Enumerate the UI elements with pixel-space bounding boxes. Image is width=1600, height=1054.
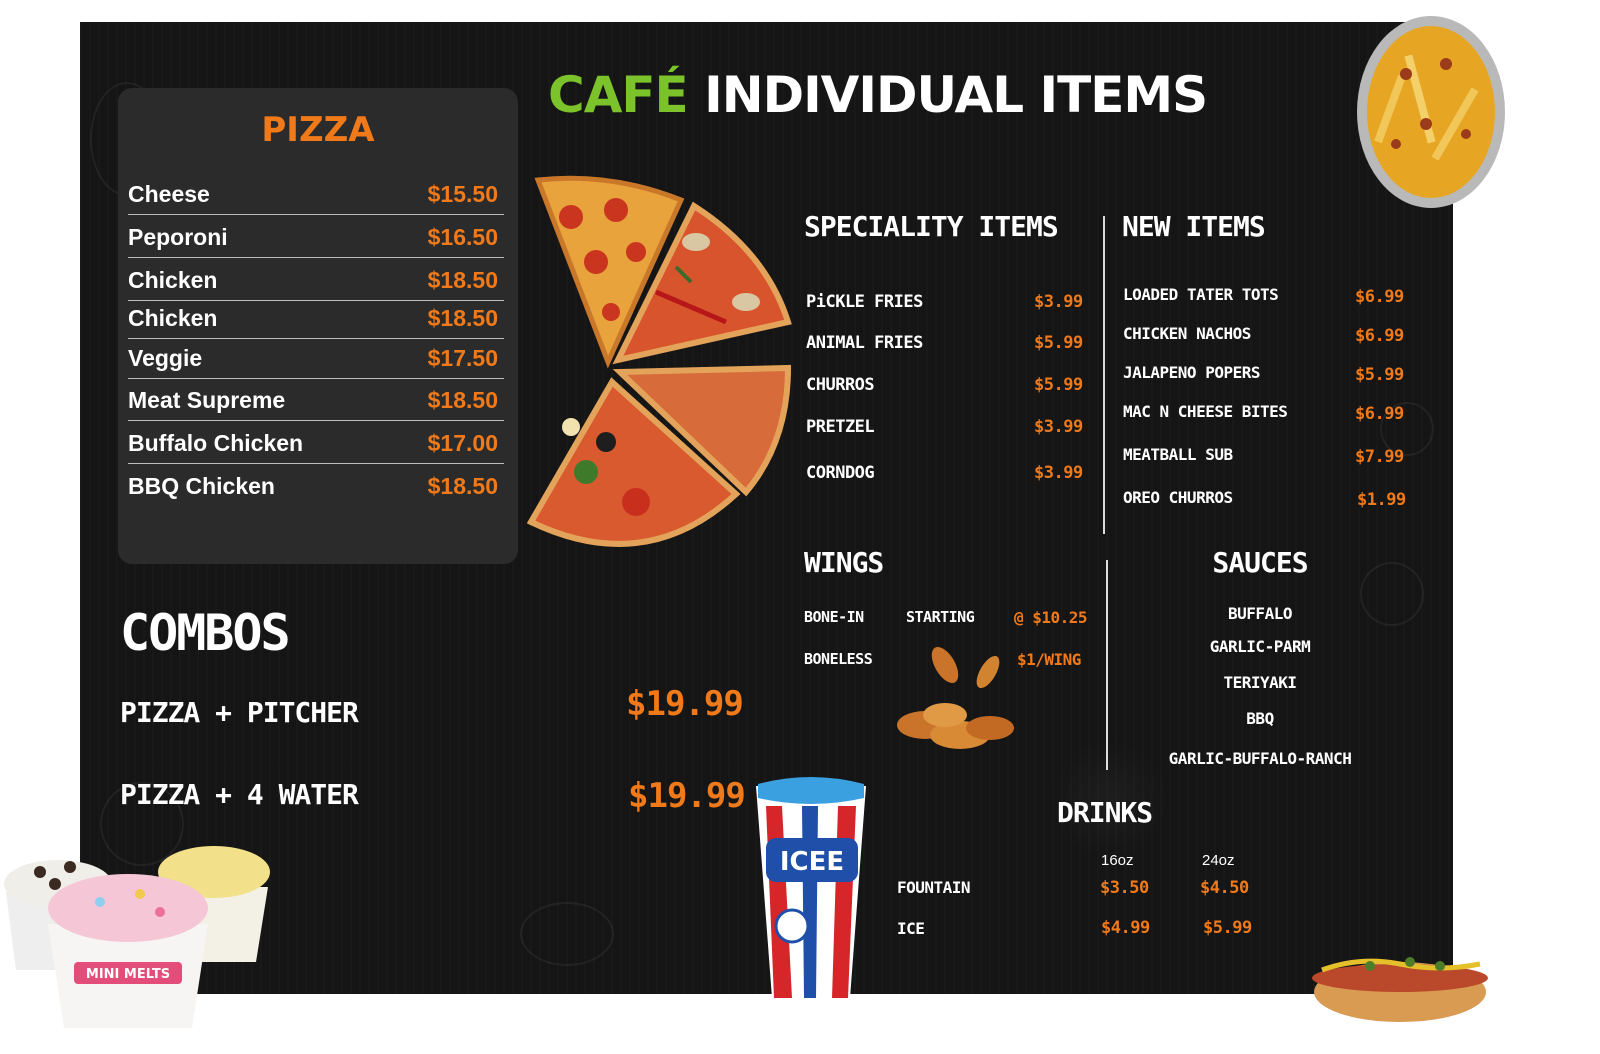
- pizza-price: $17.50: [427, 345, 498, 371]
- speciality-price: $5.99: [1034, 333, 1083, 353]
- speciality-price: $5.99: [1034, 375, 1083, 395]
- pizza-row: [128, 300, 504, 339]
- pizza-name: Veggie: [128, 345, 203, 371]
- sauce-item: GARLIC-BUFFALO-RANCH: [1168, 749, 1352, 768]
- speciality-item: CORNDOG: [806, 463, 875, 483]
- pizza-name: Cheese: [128, 181, 210, 207]
- pizza-row: [128, 215, 504, 258]
- wings-note: STARTING: [906, 608, 975, 626]
- pizza-price: $17.00: [427, 430, 498, 456]
- drink-size-label: 16oz: [1101, 852, 1134, 869]
- wings-price: @ $10.25: [1014, 608, 1088, 627]
- pizza-price: $18.50: [427, 387, 498, 413]
- speciality-item: ANIMAL FRIES: [806, 333, 923, 353]
- speciality-item: PRETZEL: [806, 417, 875, 437]
- drinks-heading: DRINKS: [1057, 796, 1153, 829]
- new-item: LOADED TATER TOTS: [1123, 285, 1279, 304]
- hot-dog-image: [1310, 930, 1490, 1030]
- icee-logo-text: ICEE: [779, 847, 845, 877]
- mini-melts-image: [0, 832, 275, 1032]
- combo-item: PIZZA + PITCHER: [120, 696, 358, 729]
- combo-price: $19.99: [628, 776, 745, 816]
- new-item: OREO CHURROS: [1123, 488, 1233, 507]
- sauce-item: GARLIC-PARM: [1209, 637, 1311, 656]
- pizza-row: [128, 378, 504, 421]
- pepper-doodle-icon: [520, 902, 614, 966]
- page-title: [548, 66, 1207, 124]
- pizza-row: [128, 172, 504, 215]
- drink-price: $3.50: [1100, 878, 1149, 898]
- new-item: MAC N CHEESE BITES: [1123, 402, 1288, 421]
- title-main: INDIVIDUAL ITEMS: [704, 66, 1208, 124]
- new-item-price: $5.99: [1355, 365, 1404, 385]
- drink-price: $4.50: [1200, 878, 1249, 898]
- pizza-row: [128, 338, 504, 379]
- new-item-price: $6.99: [1355, 326, 1404, 346]
- wings-price: $1/WING: [1017, 650, 1081, 669]
- pizza-name: BBQ Chicken: [128, 473, 275, 499]
- new-item: CHICKEN NACHOS: [1123, 324, 1251, 343]
- pizza-row: [128, 464, 504, 506]
- speciality-price: $3.99: [1034, 463, 1083, 483]
- new-item-price: $6.99: [1355, 287, 1404, 307]
- new-item-price: $7.99: [1355, 447, 1404, 467]
- pizza-price: $18.50: [427, 267, 498, 293]
- combo-price: $19.99: [626, 684, 743, 724]
- sauce-item: BBQ: [1246, 709, 1274, 728]
- icee-cup-image: [752, 776, 870, 1002]
- pizza-name: Chicken: [128, 305, 218, 331]
- mini-melts-logo-text: MINI MELTS: [85, 967, 171, 982]
- new-item-price: $6.99: [1355, 404, 1404, 424]
- pizza-heading: PIZZA: [261, 110, 375, 150]
- sauces-heading: SAUCES: [1212, 546, 1308, 579]
- new-item-price: $1.99: [1357, 490, 1406, 510]
- pizza-row: [128, 258, 504, 301]
- pizza-name: Buffalo Chicken: [128, 430, 304, 456]
- pizza-price: $18.50: [427, 473, 498, 499]
- loaded-fries-image: [1356, 14, 1506, 214]
- speciality-item: PiCKLE FRIES: [806, 292, 923, 312]
- pizza-price: $18.50: [427, 305, 498, 331]
- new-items-heading: NEW ITEMS: [1122, 210, 1265, 243]
- wings-heading: WINGS: [804, 546, 884, 579]
- drink-item: FOUNTAIN: [897, 878, 971, 897]
- pizza-name: Peporoni: [128, 224, 228, 250]
- combos-heading: COMBOS: [120, 604, 289, 662]
- drink-price: $5.99: [1203, 918, 1252, 938]
- pizza-panel: [118, 88, 518, 564]
- title-accent: CAFÉ: [548, 66, 688, 124]
- combo-item: PIZZA + 4 WATER: [120, 778, 358, 811]
- pizza-name: Meat Supreme: [128, 387, 286, 413]
- wings-item: BONE-IN: [804, 608, 864, 626]
- speciality-price: $3.99: [1034, 417, 1083, 437]
- new-item: JALAPENO POPERS: [1123, 363, 1260, 382]
- new-item: MEATBALL SUB: [1123, 445, 1233, 464]
- divider-line: [1103, 216, 1105, 534]
- pizza-price: $15.50: [427, 181, 498, 207]
- pizza-row: [128, 421, 504, 464]
- speciality-item: CHURROS: [806, 375, 875, 395]
- pizza-slices-image: [526, 172, 796, 582]
- speciality-price: $3.99: [1034, 292, 1083, 312]
- chicken-wings-image: [880, 640, 1030, 755]
- drink-price: $4.99: [1101, 918, 1150, 938]
- sauce-item: TERIYAKI: [1223, 673, 1297, 692]
- speciality-heading: SPECIALITY ITEMS: [804, 210, 1058, 243]
- pizza-price: $16.50: [427, 224, 498, 250]
- pizza-name: Chicken: [128, 267, 218, 293]
- drink-size-label: 24oz: [1202, 852, 1235, 869]
- wings-item: BONELESS: [804, 650, 873, 668]
- sauce-item: BUFFALO: [1228, 604, 1292, 623]
- divider-line: [1106, 560, 1108, 770]
- drink-item: ICE: [897, 919, 925, 938]
